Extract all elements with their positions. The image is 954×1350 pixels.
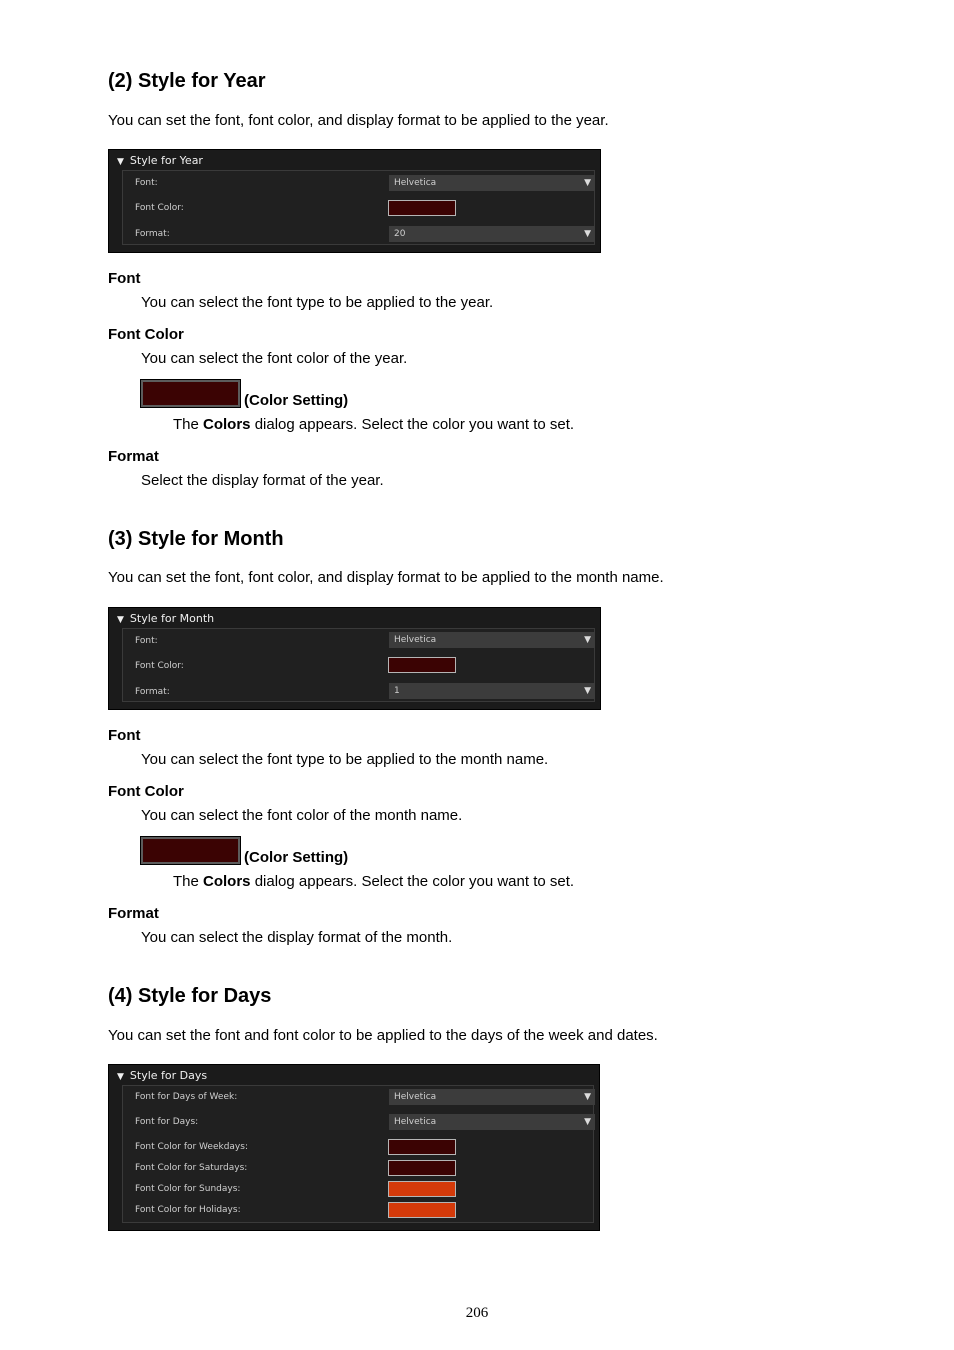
term-format: Format — [108, 448, 159, 465]
disclosure-triangle-icon[interactable]: ▼ — [117, 615, 124, 625]
font-days-of-week-select[interactable]: Helvetica ▼ — [389, 1089, 595, 1105]
dropdown-arrow-icon: ▼ — [584, 1117, 591, 1127]
saturdays-color-swatch[interactable] — [388, 1160, 456, 1176]
desc-font-color: You can select the font color of the year. — [141, 350, 408, 367]
panel-title[interactable]: ▼ Style for Days — [117, 1069, 208, 1082]
font-days-of-week-label: Font for Days of Week: — [135, 1092, 238, 1102]
dropdown-arrow-icon: ▼ — [584, 178, 591, 188]
format-select[interactable]: 1 ▼ — [389, 683, 595, 699]
format-label: Format: — [135, 687, 170, 697]
disclosure-triangle-icon[interactable]: ▼ — [117, 157, 124, 167]
color-setting-button[interactable] — [141, 380, 240, 407]
holidays-color-swatch[interactable] — [388, 1202, 456, 1218]
font-label: Font: — [135, 178, 158, 188]
font-color-label: Font Color: — [135, 203, 184, 213]
font-label: Font: — [135, 636, 158, 646]
term-font-color: Font Color — [108, 326, 184, 343]
color-setting-button[interactable] — [141, 837, 240, 864]
section-heading-days: (4) Style for Days — [108, 985, 272, 1007]
panel-body — [122, 628, 595, 702]
color-setting-label: (Color Setting) — [244, 392, 349, 409]
section-heading-year: (2) Style for Year — [108, 70, 266, 92]
sundays-color-swatch[interactable] — [388, 1181, 456, 1197]
desc-format: Select the display format of the year. — [141, 472, 384, 489]
desc-font-color: You can select the font color of the month name. — [141, 807, 463, 824]
desc-font: You can select the font type to be applied to the year. — [141, 294, 494, 311]
page-number: 206 — [465, 1305, 489, 1321]
disclosure-triangle-icon[interactable]: ▼ — [117, 1072, 124, 1082]
format-select[interactable]: 20 ▼ — [389, 226, 595, 242]
style-for-days-panel — [108, 1064, 600, 1231]
section-heading-month: (3) Style for Month — [108, 528, 284, 550]
term-font: Font — [108, 727, 141, 744]
section-intro-month: You can set the font, font color, and display format to be applied to the month name. — [108, 569, 664, 586]
color-setting-label: (Color Setting) — [244, 849, 349, 866]
style-for-month-panel — [108, 607, 601, 710]
panel-body — [122, 170, 595, 245]
section-intro-year: You can set the font, font color, and display format to be applied to the year. — [108, 112, 609, 129]
desc-font: You can select the font type to be applied to the month name. — [141, 751, 549, 768]
font-days-label: Font for Days: — [135, 1117, 199, 1127]
term-font-color: Font Color — [108, 783, 184, 800]
font-color-swatch[interactable] — [388, 657, 456, 673]
desc-format: You can select the display format of the month. — [141, 929, 453, 946]
font-select[interactable]: Helvetica ▼ — [389, 632, 595, 648]
format-label: Format: — [135, 229, 170, 239]
panel-title[interactable]: ▼ Style for Month — [117, 612, 215, 625]
font-color-swatch[interactable] — [388, 200, 456, 216]
colors-dialog-note: The Colors dialog appears. Select the color you want to set. — [173, 873, 575, 890]
sundays-color-label: Font Color for Sundays: — [135, 1184, 241, 1194]
weekdays-color-swatch[interactable] — [388, 1139, 456, 1155]
dropdown-arrow-icon: ▼ — [584, 1092, 591, 1102]
saturdays-color-label: Font Color for Saturdays: — [135, 1163, 248, 1173]
font-color-label: Font Color: — [135, 661, 184, 671]
dropdown-arrow-icon: ▼ — [584, 229, 591, 239]
style-for-year-panel — [108, 149, 601, 253]
panel-title[interactable]: ▼ Style for Year — [117, 154, 203, 167]
font-select[interactable]: Helvetica ▼ — [389, 175, 595, 191]
colors-dialog-note: The Colors dialog appears. Select the color you want to set. — [173, 416, 575, 433]
holidays-color-label: Font Color for Holidays: — [135, 1205, 241, 1215]
section-intro-days: You can set the font and font color to be applied to the days of the week and dates. — [108, 1027, 658, 1044]
font-days-select[interactable]: Helvetica ▼ — [389, 1114, 595, 1130]
weekdays-color-label: Font Color for Weekdays: — [135, 1142, 248, 1152]
term-font: Font — [108, 270, 141, 287]
term-format: Format — [108, 905, 159, 922]
dropdown-arrow-icon: ▼ — [584, 686, 591, 696]
dropdown-arrow-icon: ▼ — [584, 635, 591, 645]
panel-body — [122, 1085, 594, 1223]
